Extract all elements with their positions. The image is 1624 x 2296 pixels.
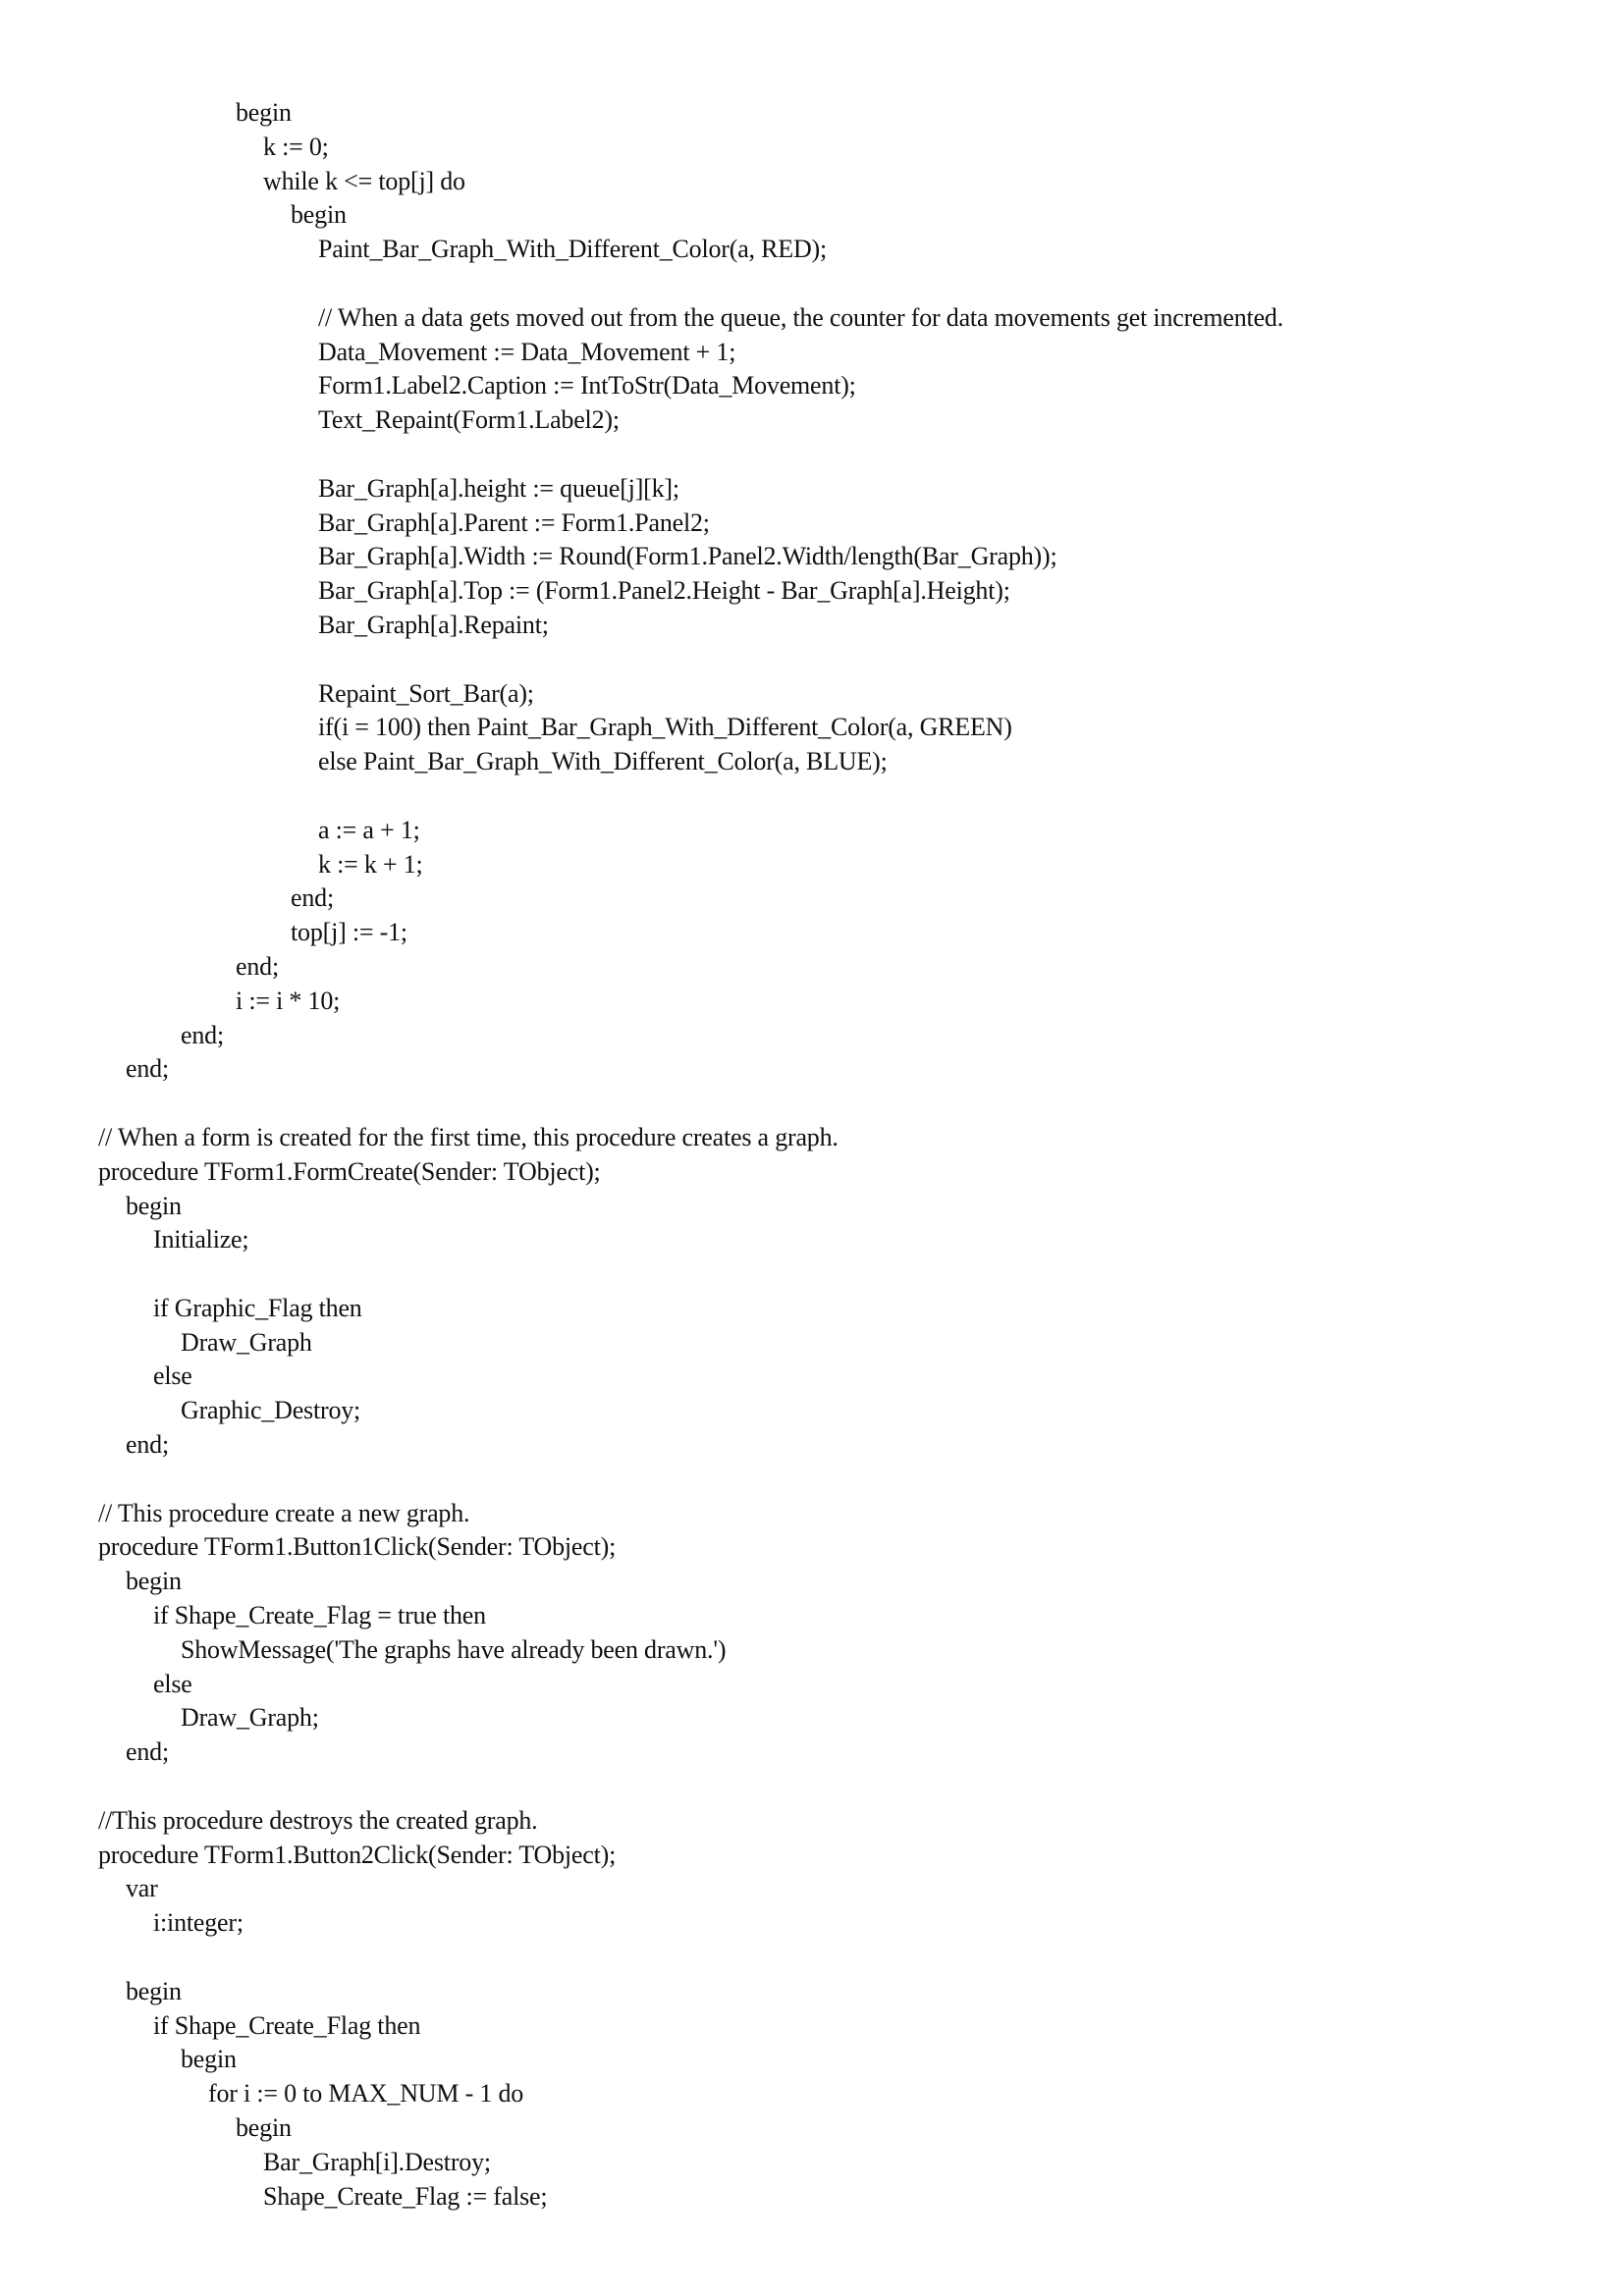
code-line: Bar_Graph[a].Parent := Form1.Panel2; bbox=[318, 507, 710, 537]
code-line: Graphic_Destroy; bbox=[181, 1396, 361, 1425]
code-line: Bar_Graph[a].height := queue[j][k]; bbox=[318, 473, 679, 503]
code-line: Bar_Graph[a].Top := (Form1.Panel2.Height - Bar_Graph[a].Height); bbox=[318, 576, 1010, 606]
code-line: i:integer; bbox=[153, 1908, 244, 1938]
code-line: Bar_Graph[i].Destroy; bbox=[263, 2147, 491, 2176]
code-line: // This procedure create a new graph. bbox=[98, 1498, 470, 1527]
code-line: while k <= top[j] do bbox=[263, 166, 465, 195]
code-line: k := 0; bbox=[263, 132, 329, 161]
code-line: top[j] := -1; bbox=[291, 918, 407, 947]
code-line: Repaint_Sort_Bar(a); bbox=[318, 678, 534, 708]
code-line: a := a + 1; bbox=[318, 815, 420, 844]
code-line: begin bbox=[236, 98, 292, 127]
code-line: Bar_Graph[a].Repaint; bbox=[318, 610, 549, 639]
blank-line bbox=[98, 1463, 1571, 1497]
code-line: Draw_Graph; bbox=[181, 1703, 319, 1733]
code-line: begin bbox=[291, 200, 347, 230]
blank-line bbox=[98, 1941, 1571, 1975]
code-line: var bbox=[126, 1874, 158, 1903]
code-line: end; bbox=[236, 951, 279, 981]
code-line: end; bbox=[126, 1737, 169, 1767]
blank-line bbox=[98, 1087, 1571, 1121]
code-line: procedure TForm1.FormCreate(Sender: TObject); bbox=[98, 1156, 601, 1186]
blank-line bbox=[98, 779, 1571, 814]
code-line: else bbox=[153, 1362, 192, 1391]
code-line: else bbox=[153, 1669, 192, 1698]
blank-line bbox=[98, 438, 1571, 472]
code-line: Text_Repaint(Form1.Label2); bbox=[318, 405, 620, 435]
code-line: Paint_Bar_Graph_With_Different_Color(a, RED); bbox=[318, 235, 828, 264]
code-line: Form1.Label2.Caption := IntToStr(Data_Movement); bbox=[318, 371, 856, 400]
code-line: begin bbox=[236, 2113, 292, 2143]
code-line: //This procedure destroys the created graph. bbox=[98, 1805, 538, 1835]
code-line: if Graphic_Flag then bbox=[153, 1293, 362, 1322]
code-line: Shape_Create_Flag := false; bbox=[263, 2181, 548, 2211]
code-line: // When a form is created for the first time, this procedure creates a graph. bbox=[98, 1122, 839, 1151]
code-line: if(i = 100) then Paint_Bar_Graph_With_Different_Color(a, GREEN) bbox=[318, 713, 1012, 742]
code-line: begin bbox=[126, 1567, 182, 1596]
code-line: end; bbox=[181, 1020, 224, 1049]
code-line: else Paint_Bar_Graph_With_Different_Color(a, BLUE); bbox=[318, 747, 888, 776]
code-line: procedure TForm1.Button1Click(Sender: TObject); bbox=[98, 1532, 617, 1562]
code-line: // When a data gets moved out from the queue, the counter for data movements get incremented. bbox=[318, 302, 1284, 332]
code-line: end; bbox=[291, 883, 334, 913]
code-line: ShowMessage('The graphs have already been drawn.') bbox=[181, 1634, 727, 1664]
code-line: end; bbox=[126, 1054, 169, 1084]
blank-line bbox=[98, 643, 1571, 677]
code-line: begin bbox=[126, 1191, 182, 1220]
code-line: k := k + 1; bbox=[318, 849, 423, 879]
code-line: end; bbox=[126, 1430, 169, 1460]
blank-line bbox=[98, 267, 1571, 301]
blank-line bbox=[98, 1770, 1571, 1804]
blank-line bbox=[98, 1257, 1571, 1292]
code-line: Data_Movement := Data_Movement + 1; bbox=[318, 337, 736, 366]
code-line: for i := 0 to MAX_NUM - 1 do bbox=[208, 2079, 524, 2109]
code-line: begin bbox=[181, 2045, 237, 2074]
code-line: Bar_Graph[a].Width := Round(Form1.Panel2.Width/length(Bar_Graph)); bbox=[318, 542, 1057, 571]
code-line: Draw_Graph bbox=[181, 1327, 312, 1357]
code-line: Initialize; bbox=[153, 1225, 249, 1255]
code-line: i := i * 10; bbox=[236, 986, 341, 1015]
code-line: if Shape_Create_Flag = true then bbox=[153, 1601, 486, 1630]
code-listing bbox=[98, 96, 1571, 2214]
code-line: if Shape_Create_Flag then bbox=[153, 2010, 421, 2040]
code-line: procedure TForm1.Button2Click(Sender: TObject); bbox=[98, 1840, 617, 1869]
code-line: begin bbox=[126, 1976, 182, 2005]
